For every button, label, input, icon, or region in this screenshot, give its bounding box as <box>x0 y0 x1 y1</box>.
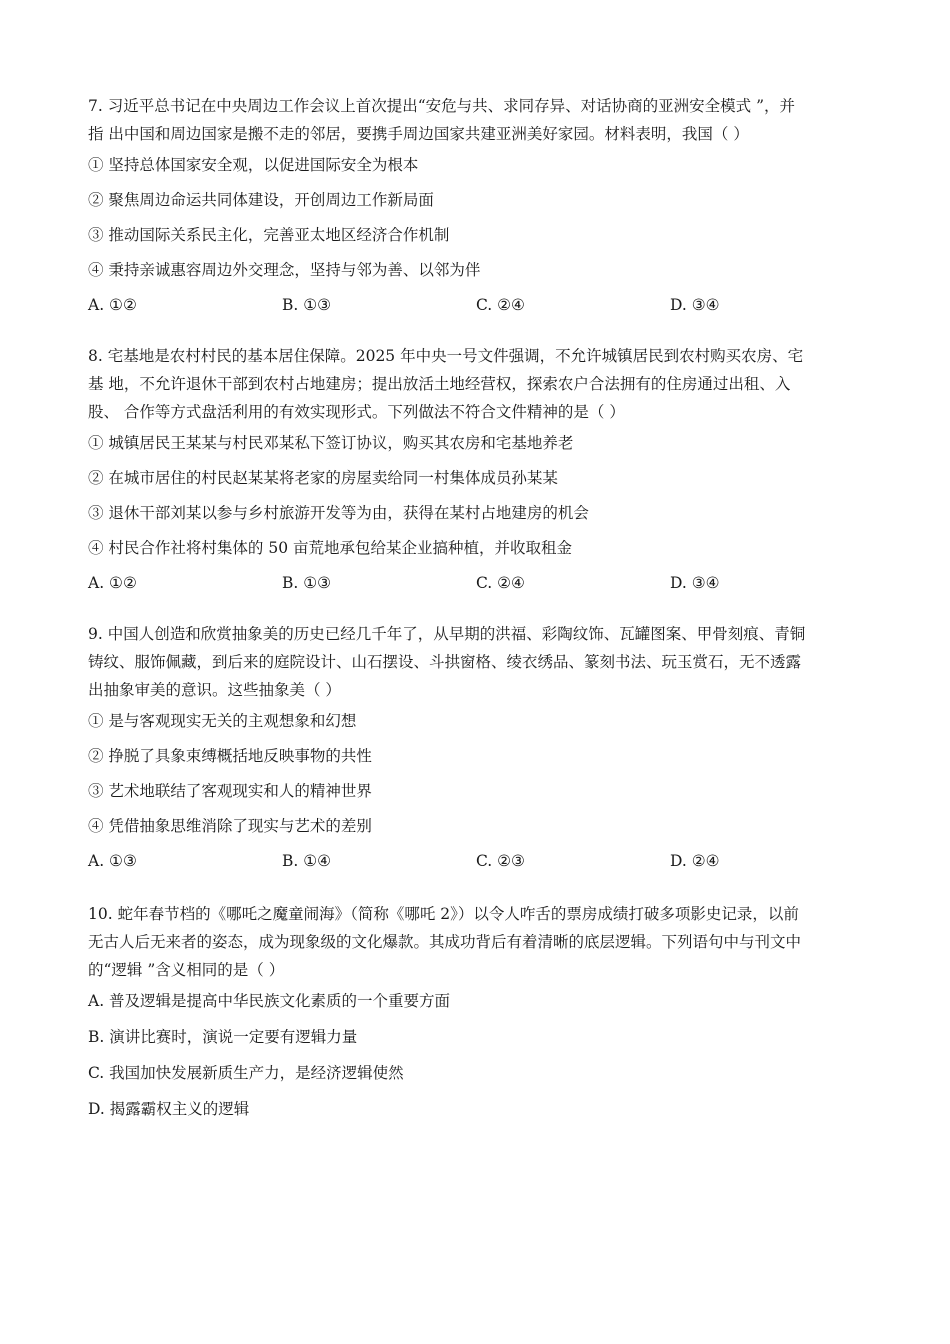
statement-option: ② 在城市居住的村民赵某某将老家的房屋卖给同一村集体成员孙某某 <box>88 469 558 487</box>
statement-option: ③ 艺术地联结了客观现实和人的精神世界 <box>88 782 372 800</box>
statement-option: ④ 秉持亲诚惠容周边外交理念，坚持与邻为善、以邻为伴 <box>88 261 481 279</box>
answer-choices <box>88 850 864 872</box>
choice-c: C. ②④ <box>476 296 525 314</box>
choice-a: A. ①② <box>88 574 137 592</box>
question-9 <box>88 620 864 884</box>
stem-line: 9. 中国人创造和欣赏抽象美的历史已经几千年了，从早期的洪福、彩陶纹饰、瓦罐图案、甲骨刻痕、青铜 <box>88 625 806 643</box>
statement-option: ① 坚持总体国家安全观，以促进国际安全为根本 <box>88 156 419 174</box>
choice-c: C. ②④ <box>476 574 525 592</box>
statement-option: ④ 凭借抽象思维消除了现实与艺术的差别 <box>88 817 372 835</box>
statement-option: ③ 推动国际关系民主化，完善亚太地区经济合作机制 <box>88 226 450 244</box>
question-stem <box>88 92 864 148</box>
statement-option: ① 是与客观现实无关的主观想象和幻想 <box>88 712 357 730</box>
answer-choices <box>88 572 864 594</box>
choice-c: C. 我国加快发展新质生产力，是经济逻辑使然 <box>88 1064 404 1082</box>
question-stem <box>88 620 864 704</box>
choice-b: B. 演讲比赛时，演说一定要有逻辑力量 <box>88 1028 358 1046</box>
stem-line: 10. 蛇年春节档的《哪吒之魔童闹海》（简称《哪吒 2》）以令人咋舌的票房成绩打破多项影史记录，以前 <box>88 905 799 923</box>
choice-d: D. ②④ <box>670 852 720 870</box>
choice-d: D. 揭露霸权主义的逻辑 <box>88 1100 250 1118</box>
statement-option: ① 城镇居民王某某与村民邓某私下签订协议，购买其农房和宅基地养老 <box>88 434 574 452</box>
choice-a: A. ①② <box>88 296 137 314</box>
stem-line: 8. 宅基地是农村村民的基本居住保障。2025 年中央一号文件强调，不允许城镇居民到农村购买农房、宅 <box>88 347 804 365</box>
choice-b: B. ①④ <box>282 852 332 870</box>
question-stem <box>88 900 801 984</box>
statement-option: ② 聚焦周边命运共同体建设，开创周边工作新局面 <box>88 191 434 209</box>
stem-line: 指 出中国和周边国家是搬不走的邻居，要携手周边国家共建亚洲美好家园。材料表明，我国（ ） <box>88 125 749 143</box>
stem-line: 铸纹、服饰佩藏，到后来的庭院设计、山石摆设、斗拱窗格、绫衣绣品、篆刻书法、玩玉赏石，无不透露 <box>88 653 802 671</box>
choice-d: D. ③④ <box>670 574 720 592</box>
statement-option: ③ 退休干部刘某以参与乡村旅游开发等为由，获得在某村占地建房的机会 <box>88 504 589 522</box>
stem-line: 出抽象审美的意识。这些抽象美（ ） <box>88 681 341 699</box>
stem-line: 的“逻辑 ”含义相同的是（ ） <box>88 961 285 979</box>
choice-d: D. ③④ <box>670 296 720 314</box>
question-stem <box>88 342 864 426</box>
choice-a: A. 普及逻辑是提高中华民族文化素质的一个重要方面 <box>88 992 451 1010</box>
answer-choices <box>88 294 864 316</box>
stem-line: 股、 合作等方式盘活利用的有效实现形式。下列做法不符合文件精神的是（ ） <box>88 403 625 421</box>
statement-option: ④ 村民合作社将村集体的 50 亩荒地承包给某企业搞种植，并收取租金 <box>88 539 573 557</box>
choice-a: A. ①③ <box>88 852 137 870</box>
question-7 <box>88 92 864 328</box>
choice-b: B. ①③ <box>282 574 332 592</box>
question-10 <box>88 900 801 1134</box>
choice-c: C. ②③ <box>476 852 525 870</box>
choice-b: B. ①③ <box>282 296 332 314</box>
stem-line: 7. 习近平总书记在中央周边工作会议上首次提出“安危与共、求同存异、对话协商的亚洲安全模式 ”，并 <box>88 97 795 115</box>
stem-line: 基 地，不允许退休干部到农村占地建房；提出放活土地经营权，探索农户合法拥有的住房通过出租、入 <box>88 375 791 393</box>
statement-option: ② 挣脱了具象束缚概括地反映事物的共性 <box>88 747 372 765</box>
stem-line: 无古人后无来者的姿态，成为现象级的文化爆款。其成功背后有着清晰的底层逻辑。下列语句中与刊文中 <box>88 933 802 951</box>
question-8 <box>88 342 864 606</box>
